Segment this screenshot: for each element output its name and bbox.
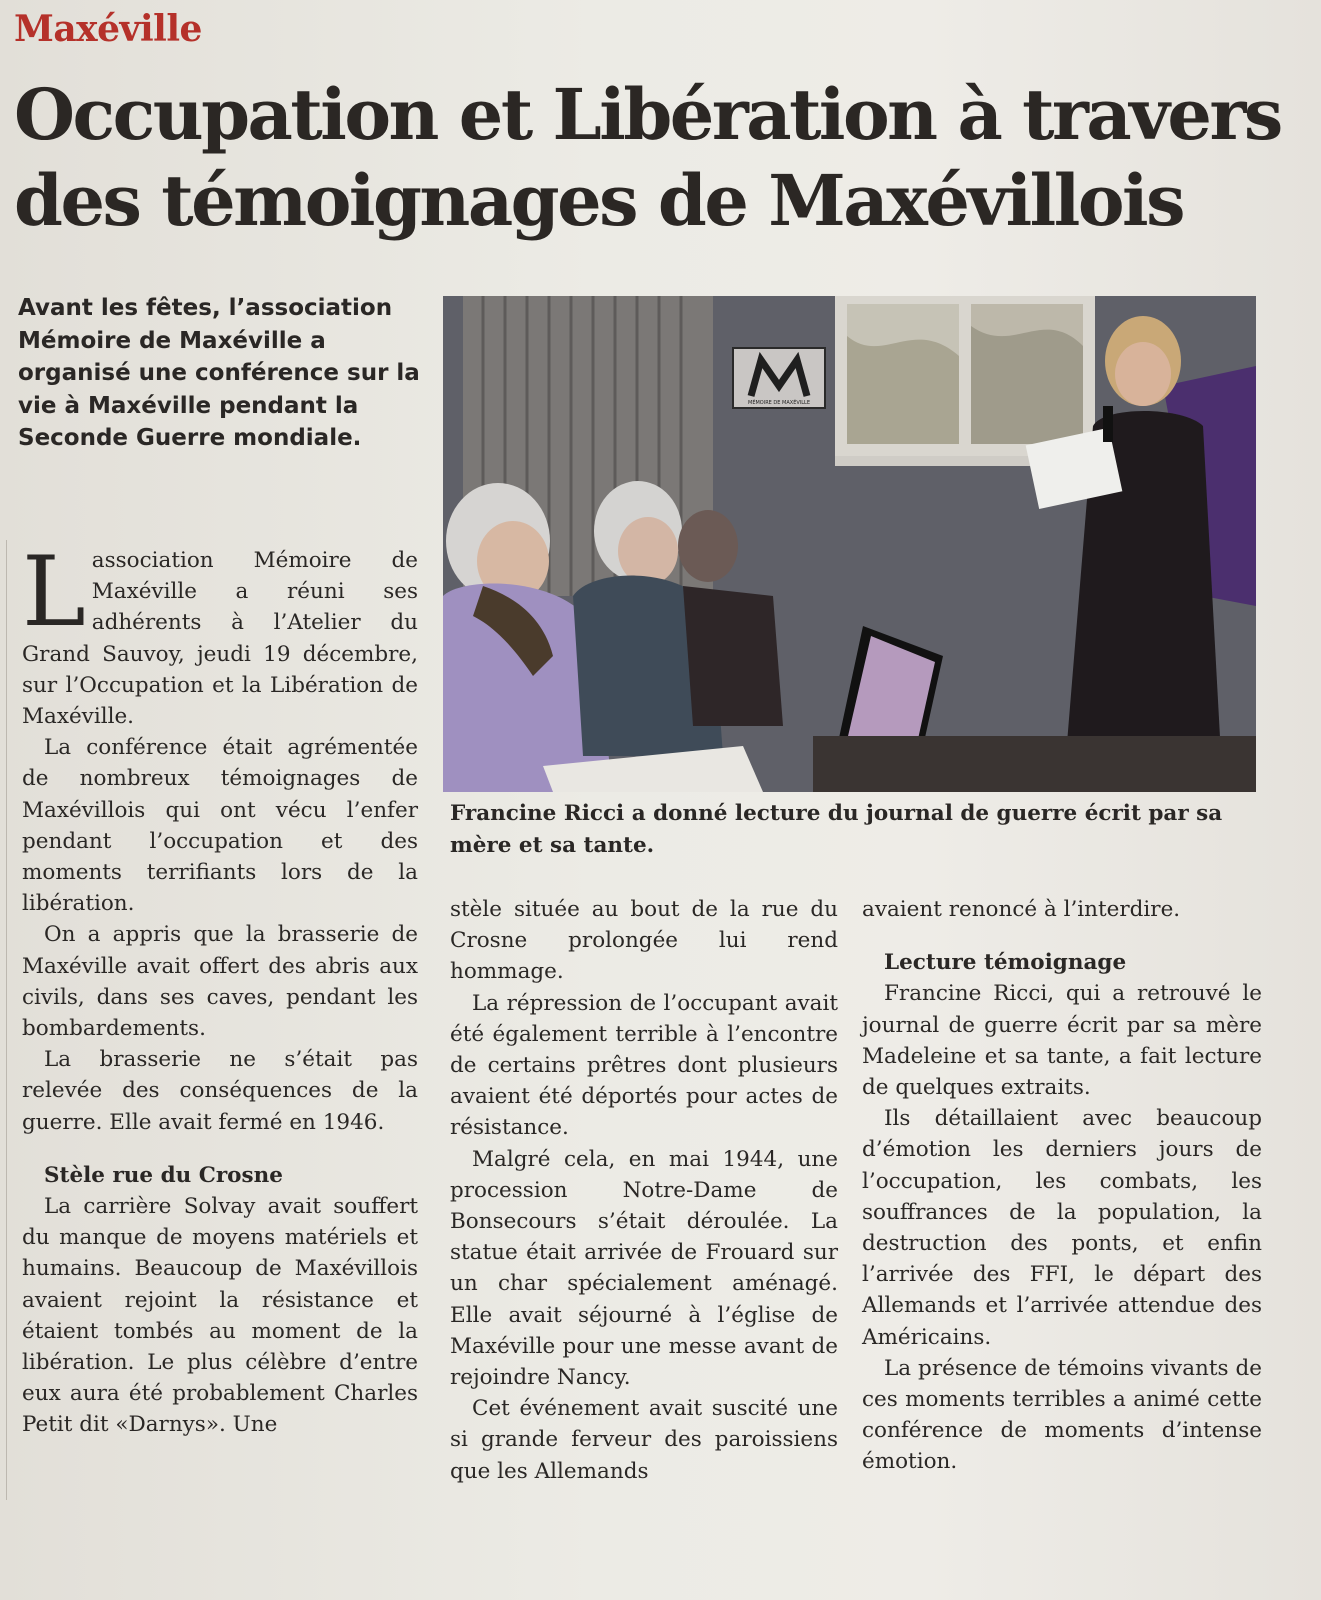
paragraph: La brasserie ne s’était pas relevée des conséquences de la guerre. Elle avait fermé en 1946. <box>22 1047 418 1135</box>
paragraph: La conférence était agrémentée de nombreux témoignages de Maxévillois qui ont vécu l’enfer pendant l’occupation et des moments terrifiants lors de la libération. <box>22 735 418 917</box>
paragraph: stèle située au bout de la rue du Crosne prolongée lui rend hommage. <box>450 897 838 985</box>
paragraph: Ils détaillaient avec beaucoup d’émotion les derniers jours de l’occupation, les combats, les souffrances de la population, la destruction des ponts, et enfin l’arrivée des FFI, le départ des Allemands et l’arrivée attendue des Américains. <box>862 1106 1262 1350</box>
article-column-2 <box>450 894 838 1487</box>
article-column-1 <box>22 536 418 1441</box>
paragraph: La carrière Solvay avait souffert du manque de moyens matériels et humains. Beaucoup de Maxévillois avaient rejoint la résistance et étaient tombés au moment de la libération. Le plus célèbre d’entre eux aura été probablement Charles Petit dit «Darnys». Une <box>22 1194 418 1438</box>
logo-caption: MÉMOIRE DE MAXÉVILLE <box>748 400 810 406</box>
photo-illustration <box>443 296 1256 792</box>
subheading-stele: Stèle rue du Crosne <box>44 1162 283 1188</box>
paragraph: La répression de l’occupant avait été également terrible à l’encontre de certains prêtres dont plusieurs avaient été déportés pour actes de résistance. <box>450 990 838 1141</box>
paragraph: Francine Ricci, qui a retrouvé le journal de guerre écrit par sa mère Madeleine et sa tante, a fait lecture de quelques extraits. <box>862 981 1262 1101</box>
paragraph: Cet événement avait suscité une si grande ferveur des paroissiens que les Allemands <box>450 1396 838 1484</box>
section-rubric: Maxéville <box>14 8 202 50</box>
article-headline <box>14 72 1314 244</box>
article-lead: Avant les fêtes, l’association Mémoire de Maxéville a organisé une conférence sur la vie à Maxéville pendant la Seconde Guerre mondiale. <box>18 295 420 451</box>
paragraph: Malgré cela, en mai 1944, une procession Notre-Dame de Bonsecours s’était déroulée. La statue était arrivée de Frouard sur un char spécialement aménagé. Elle avait séjourné à l’église de Maxéville pour une messe avant de rejoindre Nancy. <box>450 1146 838 1391</box>
paragraph: La présence de témoins vivants de ces moments terribles a animé cette conférence de moments d’intense émotion. <box>862 1355 1262 1475</box>
paragraph: avaient renoncé à l’interdire. <box>862 897 1181 922</box>
article-photo <box>443 296 1256 792</box>
subheading-lecture: Lecture témoignage <box>884 950 1127 976</box>
dropcap: L <box>22 536 86 648</box>
paragraph: On a appris que la brasserie de Maxéville avait offert des abris aux civils, dans ses caves, pendant les bombardements. <box>22 922 418 1042</box>
headline-line-2: des témoignages de Maxévillois <box>14 159 1184 242</box>
opening-paragraph <box>22 536 418 732</box>
headline-line-1: Occupation et Libération à travers <box>14 73 1281 156</box>
photo-caption: Francine Ricci a donné lecture du journal de guerre écrit par sa mère et sa tante. <box>450 801 1223 858</box>
column-rule <box>6 540 7 1500</box>
opening-text: association Mémoire de Maxéville a réuni ses adhérents à l’Atelier du Grand Sauvoy, jeudi 19 décembre, sur l’Occupation et la Libération de Maxéville. <box>22 548 418 730</box>
article-column-3 <box>862 894 1262 1478</box>
